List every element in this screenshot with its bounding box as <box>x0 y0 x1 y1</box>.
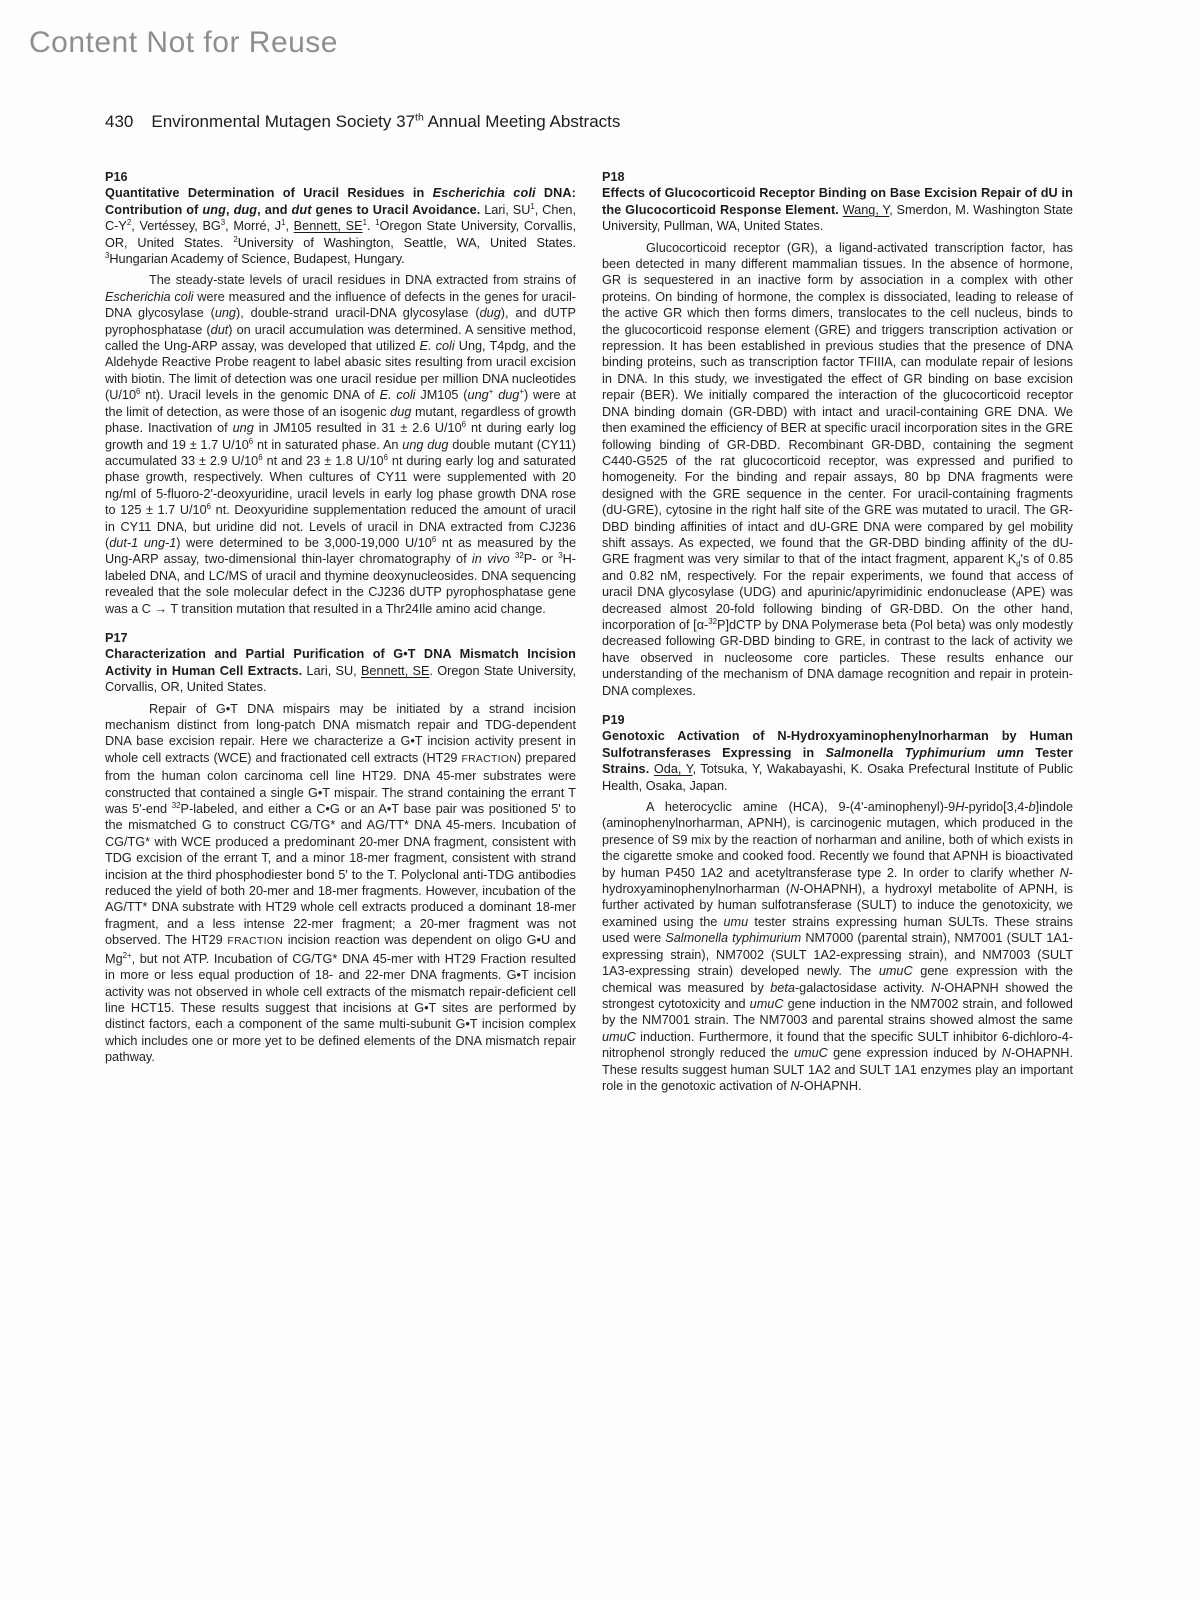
right-column <box>602 167 1073 1107</box>
abstract-p18-body: Glucocorticoid receptor (GR), a ligand-activated transcription factor, has been detected in many different mammalian tissues. In the absence of hormone, GR is sequestered in an inactive form by association in a complex with other proteins. On binding of hormone, the complex is dissociated, leading to release of the active GR which then forms dimers, translocates to the cell nucleus, binds to the glucocorticoid response element (GRE) and triggers transcription activation or repression. It has been established in previous studies that the presence of DNA binding proteins, such as transcription factor TFIIIA, can modulate repair of lesions in DNA. In this study, we investigated the effect of GR binding on base excision repair (BER). We initially compared the interaction of the glucocorticoid receptor DNA binding domain (GR-DBD) with intact and uracil-containing GRE DNA. We then examined the efficiency of BER at specific uracil incorporation sites in the GRE following binding of GR-DBD. Recombinant GR-DBD, containing the segment C440-G525 of the rat glucocorticoid receptor, was expressed and purified to homogeneity. For the binding and repair assays, 80 bp DNA fragments were designed with the GRE sequence in the center. For uracil-containing fragments (dU-GRE), cytosine in the right half site of the GRE was mutated to uracil. The GR-DBD binding affinities of intact and dU-GRE DNA were compared by gel mobility shift assays. As expected, we found that the GR-DBD binding affinity of the dU-GRE fragment was very similar to that of the intact fragment, apparent $K_d's$ of 0.85 and 0.82 nM, respectively. For the repair experiments, we found that access of uracil DNA glycosylase (UDG) and apurinic/apyrimidinic endonuclease (APE) was decreased almost 20-fold following binding of GR-DBD. On the other hand, incorporation of [α-$^{32}$P]dCTP by DNA Polymerase beta (Pol beta) was only modestly decreased following GR-DBD binding to GRE, in contrast to the lack of activity we have observed in nucleosome core particles. These results enhance our understanding of the mechanism of DNA damage recognition and repair in protein-DNA complexes. <box>602 240 1073 698</box>
abstract-p18-label: P18 <box>602 170 625 184</box>
page-header <box>105 112 620 132</box>
abstract-p19-label: P19 <box>602 713 625 727</box>
abstract-p17-body: Repair of G•T DNA mispairs may be initiated by a strand incision mechanism distinct from long-patch DNA mismatch repair and TDG-dependent DNA base excision repair. Here we characterize a G•T incision activity present in whole cell extracts (WCE) and fractionated cell extracts (HT29 FRACTION) prepared from the human colon carcinoma cell line HT29. DNA 45-mer substrates were constructed that contained a single G•T mispair. The strand containing the errant T was 5'-end $^{32}$P-labeled, and either a C•G or an A•T base pair was positioned 5' to the mismatched G to construct CG/TG* and AG/TT* DNA 45-mers. Incubation of CG/TG* with WCE produced a predominant 20-mer DNA fragment, consistent with TDG excision of the errant T, and a minor 18-mer fragment, consistent with strand incision at the third phosphodiester bond 5' to the T. Polyclonal anti-TDG antibodies reduced the yield of both 20-mer and 18-mer fragments. However, incubation of the AG/TT* DNA substrate with HT29 whole cell extracts produced a dominant 18-mer fragment, and a less intense 22-mer fragment; a 20-mer fragment was not observed. The HT29 FRACTION incision reaction was dependent on oligo G•U and $Mg^{2+}$, but not ATP. Incubation of CG/TG* DNA 45-mer with HT29 Fraction resulted in more or less equal production of 18- and 22-mer DNA fragments. G•T incision activity was not observed in whole cell extracts of the mismatch repair-deficient cell line HCT15. These results suggest that incisions at G•T sites are performed by distinct factors, each a component of the same multi-subunit G•T incision complex which includes one or more yet to be defined elements of the DNA mismatch repair pathway. <box>105 701 577 1065</box>
abstract-p17-heading: Characterization and Partial Purification of G•T DNA Mismatch Incision Activity in Human Cell Extracts. Lari, SU, Bennett, SE. Oregon State University, Corvallis, OR, United States. <box>105 647 576 695</box>
abstract-p19-heading: Genotoxic Activation of N-Hydroxyaminophenylnorharman by Human Sulfotransferases Expressing in Salmonella Typhimurium umn Tester Strains. Oda, Y, Totsuka, Y, Wakabayashi, K. Osaka Prefectural Institute of Public Health, Osaka, Japan. <box>602 729 1073 793</box>
abstract-p16-label: P16 <box>105 170 128 184</box>
abstract-p17-label: P17 <box>105 630 128 645</box>
abstract-p19-body: A heterocyclic amine (HCA), 9-(4'-aminophenyl)-9H-pyrido[3,4-b]indole (aminophenylnorharman, APNH), is carcinogenic mutagen, which produced in the presence of S9 mix by the reaction of norharman and aniline, both of which exists in the cigarette smoke and cooked food. Recently we found that APNH is bioactivated by human P450 1A2 and acetyltransferase type 2. In order to clarify whether N-hydroxyaminophenylnorharman (N-OHAPNH), a hydroxyl metabolite of APNH, is further activated by human sulfotransferase (SULT) to induce the genotoxicity, we examined using the umu tester strains expressing human SULTs. These strains used were Salmonella typhimurium NM7000 (parental strain), NM7001 (SULT 1A1-expressing strain), NM7002 (SULT 1A2-expressing strain), and NM7003 (SULT 1A3-expressing strain) developed newly. The umuC gene expression with the chemical was measured by beta-galactosidase activity. N-OHAPNH showed the strongest cytotoxicity and umuC gene induction in the NM7002 strain, and followed by the NM7001 strain. The NM7003 and parental strains showed almost the same umuC induction. Furthermore, it found that the specific SULT inhibitor 6-dichloro-4-nitrophenol strongly reduced the umuC gene expression induced by N-OHAPNH. These results suggest human SULT 1A2 and SULT 1A1 enzymes play an important role in the genotoxic activation of N-OHAPNH. <box>602 800 1073 1093</box>
abstract-p18-heading: Effects of Glucocorticoid Receptor Binding on Base Excision Repair of dU in the Glucocorticoid Response Element. Wang, Y, Smerdon, M. Washington State University, Pullman, WA, United States. <box>602 186 1073 234</box>
left-column <box>105 167 576 1079</box>
watermark-text: Content Not for Reuse <box>29 26 338 59</box>
page-number: 430 <box>105 112 134 131</box>
two-column-layout <box>105 167 1073 1107</box>
abstract-p19 <box>602 712 1073 1094</box>
journal-header-title: Environmental Mutagen Society 37th Annual Meeting Abstracts <box>151 111 621 131</box>
abstract-p16-body: The steady-state levels of uracil residues in DNA extracted from strains of Escherichia coli were measured and the influence of defects in the genes for uracil-DNA glycosylase (ung), double-strand uracil-DNA glycosylase (dug), and dUTP pyrophosphatase (dut) on uracil accumulation was determined. A sensitive method, called the Ung-ARP assay, was developed that utilized E. coli Ung, T4pdg, and the Aldehyde Reactive Probe reagent to label abasic sites resulting from uracil excision with biotin. The limit of detection was one uracil residue per million DNA nucleotides ($U/10^6$ nt). Uracil levels in the genomic DNA of E. coli JM105 (ung+ dug+) were at the limit of detection, as were those of an isogenic dug mutant, regardless of growth phase. Inactivation of ung in JM105 resulted in 31 ± 2.6 $U/10^6$ nt during early log growth and 19 ± 1.7 $U/10^6$ nt in saturated phase. An ung dug double mutant (CY11) accumulated 33 ± 2.9 $U/10^6$ nt and 23 ± 1.8 $U/10^6$ nt during early log and saturated phase growth, respectively. When cultures of CY11 were supplemented with 20 ng/ml of 5-fluoro-2'-deoxyuridine, uracil levels in early log phase growth DNA rose to 125 ± 1.7 $U/10^6$ nt. Deoxyuridine supplementation reduced the amount of uracil in CY11 DNA, but uridine did not. Levels of uracil in DNA extracted from CJ236 (dut-1 ung-1) were determined to be 3,000-19,000 $U/10^6$ nt as measured by the Ung-ARP assay, two-dimensional thin-layer chromatography of in vivo $^{32}$P- or $^3$H-labeled DNA, and LC/MS of uracil and thymine deoxynucleosides. DNA sequencing revealed that the sole molecular defect in the CJ236 dUTP pyrophosphatase gene was a C → T transition mutation that resulted in a Thr24Ile amino acid change. <box>105 273 577 616</box>
abstract-p17 <box>105 630 576 1066</box>
abstract-p16 <box>105 169 576 617</box>
abstract-p18 <box>602 169 1073 699</box>
abstract-p16-heading: Quantitative Determination of Uracil Residues in Escherichia coli DNA: Contribution of ung, dug, and dut genes to Uracil Avoidance. Lari, $SU^1$, Chen, $C-Y^2$, Vertéssey, $BG^3$, Morré, $J^1$, Bennett, $SE^1$. $^1$Oregon State University, Corvallis, OR, United States. $^2$University of Washington, Seattle, WA, United States. $^3$Hungarian Academy of Science, Budapest, Hungary. <box>105 186 577 267</box>
